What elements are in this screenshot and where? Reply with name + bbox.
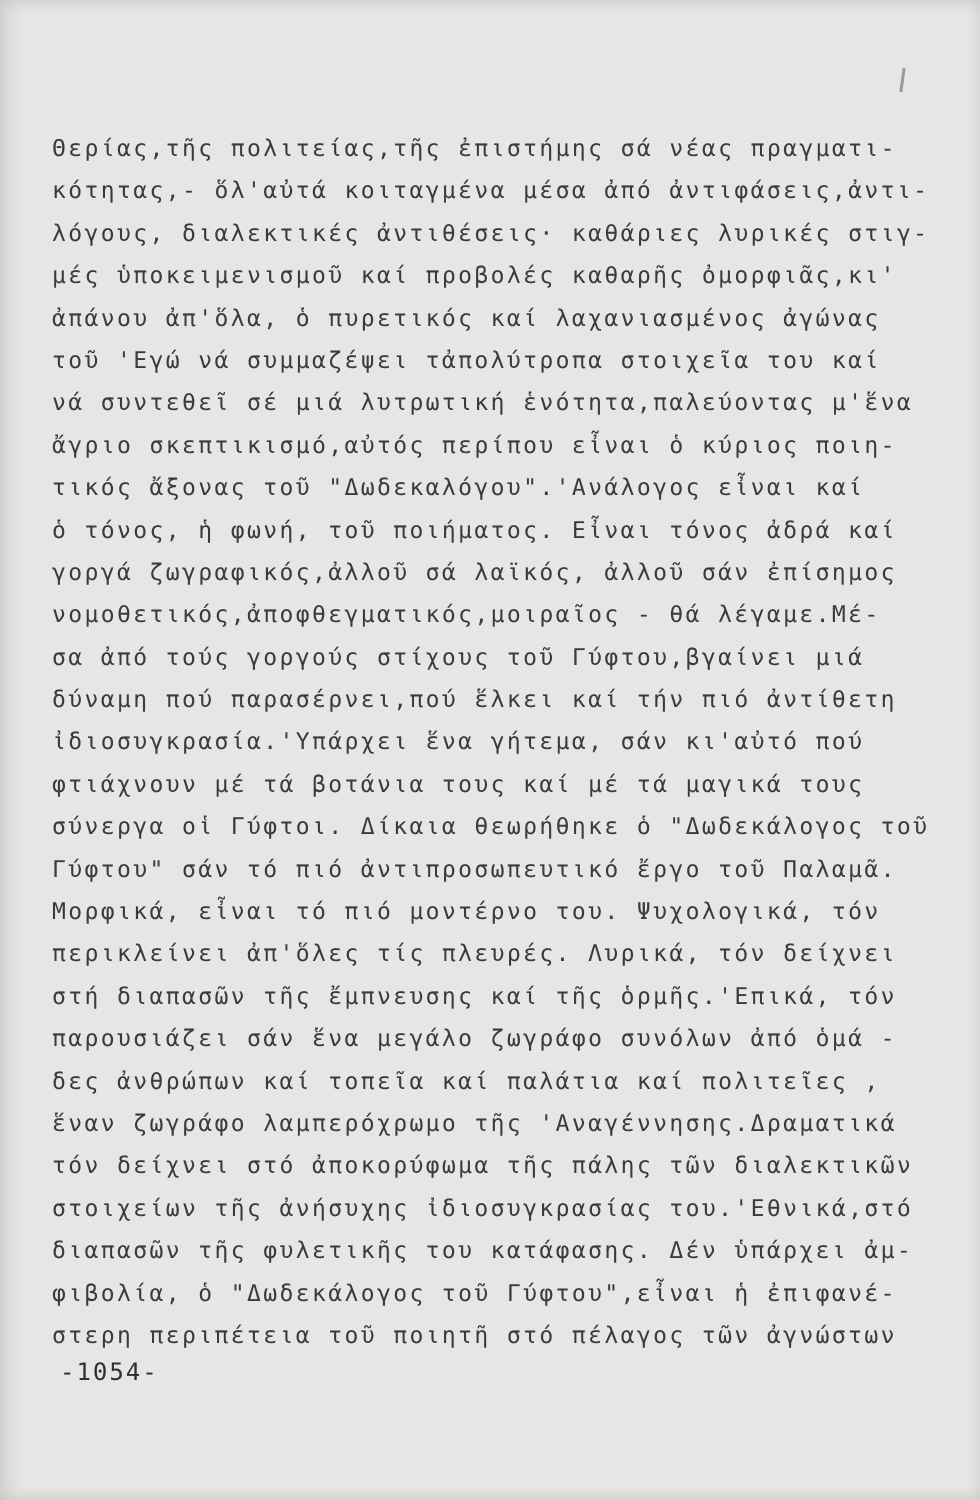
text-line: στερη περιπέτεια τοῦ ποιητῆ στό πέλαγος τῶν ἀγνώστων (52, 1322, 897, 1349)
text-line: σα ἀπό τούς γοργούς στίχους τοῦ Γύφτου,βγαίνει μιά (52, 644, 865, 671)
text-line: νά συντεθεῖ σέ μιά λυτρωτική ἑνότητα,παλεύοντας μ'ἕνα (52, 390, 914, 417)
text-line: περικλείνει ἀπ'ὅλες τίς πλευρές. Λυρικά, τόν δείχνει (52, 941, 897, 968)
text-line: νομοθετικός,ἀποφθεγματικός,μοιραῖος - θά λέγαμε.Μέ- (52, 602, 881, 629)
text-line: δύναμη πού παρασέρνει,πού ἕλκει καί τήν πιό ἀντίθετη (52, 687, 897, 714)
text-line: φιβολία, ὁ "Δωδεκάλογος τοῦ Γύφτου",εἶναι ἡ ἐπιφανέ- (52, 1280, 897, 1307)
text-line: διαπασῶν τῆς φυλετικῆς του κατάφασης. Δέν ὑπάρχει ἀμ- (52, 1238, 914, 1265)
text-line: ὁ τόνος, ἡ φωνή, τοῦ ποιήματος. Εἶναι τόνος ἀδρά καί (52, 517, 897, 544)
text-line: ἀπάνου ἀπ'ὅλα, ὁ πυρετικός καί λαχανιασμένος ἀγώνας (52, 305, 881, 332)
text-line: λόγους, διαλεκτικές ἀντιθέσεις· καθάριες λυρικές στιγ- (52, 220, 930, 247)
page-number: -1054- (60, 1358, 159, 1386)
text-line: ἄγριο σκεπτικισμό,αὐτός περίπου εἶναι ὁ κύριος ποιη- (52, 432, 897, 459)
text-line: Γύφτου" σάν τό πιό ἀντιπροσωπευτικό ἔργο τοῦ Παλαμᾶ. (52, 856, 897, 883)
page-body-text (52, 128, 947, 1357)
text-line: στή διαπασῶν τῆς ἔμπνευσης καί τῆς ὁρμῆς.'Επικά, τόν (52, 983, 897, 1010)
text-line: παρουσιάζει σάν ἕνα μεγάλο ζωγράφο συνόλων ἀπό ὁμά - (52, 1026, 897, 1053)
text-line: δες ἀνθρώπων καί τοπεῖα καί παλάτια καί πολιτεῖες , (52, 1068, 881, 1095)
text-line: φτιάχνουν μέ τά βοτάνια τους καί μέ τά μαγικά τους (52, 771, 865, 798)
text-line: Μορφικά, εἶναι τό πιό μοντέρνο του. Ψυχολογικά, τόν (52, 899, 881, 926)
text-line: τοῦ 'Εγώ νά συμμαζέψει τἀπολύτροπα στοιχεῖα του καί (52, 347, 881, 374)
text-line: ἰδιοσυγκρασία.'Υπάρχει ἕνα γήτεμα, σάν κι'αὐτό πού (52, 729, 865, 756)
text-line: στοιχείων τῆς ἀνήσυχης ἰδιοσυγκρασίας του.'Εθνικά,στό (52, 1195, 914, 1222)
text-line: τικός ἄξονας τοῦ "Δωδεκαλόγου".'Ανάλογος εἶναι καί (52, 475, 865, 502)
margin-mark (899, 68, 905, 92)
text-line: Θερίας,τῆς πολιτείας,τῆς ἐπιστήμης σά νέας πραγματι- (52, 136, 897, 162)
text-line: ἕναν ζωγράφο λαμπερόχρωμο τῆς 'Αναγέννησης.Δραματικά (52, 1110, 897, 1137)
text-line: σύνεργα οἱ Γύφτοι. Δίκαια θεωρήθηκε ὁ "Δωδεκάλογος τοῦ (52, 814, 930, 841)
text-line: κότητας,- ὅλ'αὐτά κοιταγμένα μέσα ἀπό ἀντιφάσεις,ἀντι- (52, 178, 930, 205)
text-line: τόν δείχνει στό ἀποκορύφωμα τῆς πάλης τῶν διαλεκτικῶν (52, 1153, 914, 1180)
text-line: μές ὑποκειμενισμοῦ καί προβολές καθαρῆς ὀμορφιᾶς,κι' (52, 263, 897, 290)
text-line: γοργά ζωγραφικός,ἀλλοῦ σά λαϊκός, ἀλλοῦ σάν ἐπίσημος (52, 559, 897, 586)
